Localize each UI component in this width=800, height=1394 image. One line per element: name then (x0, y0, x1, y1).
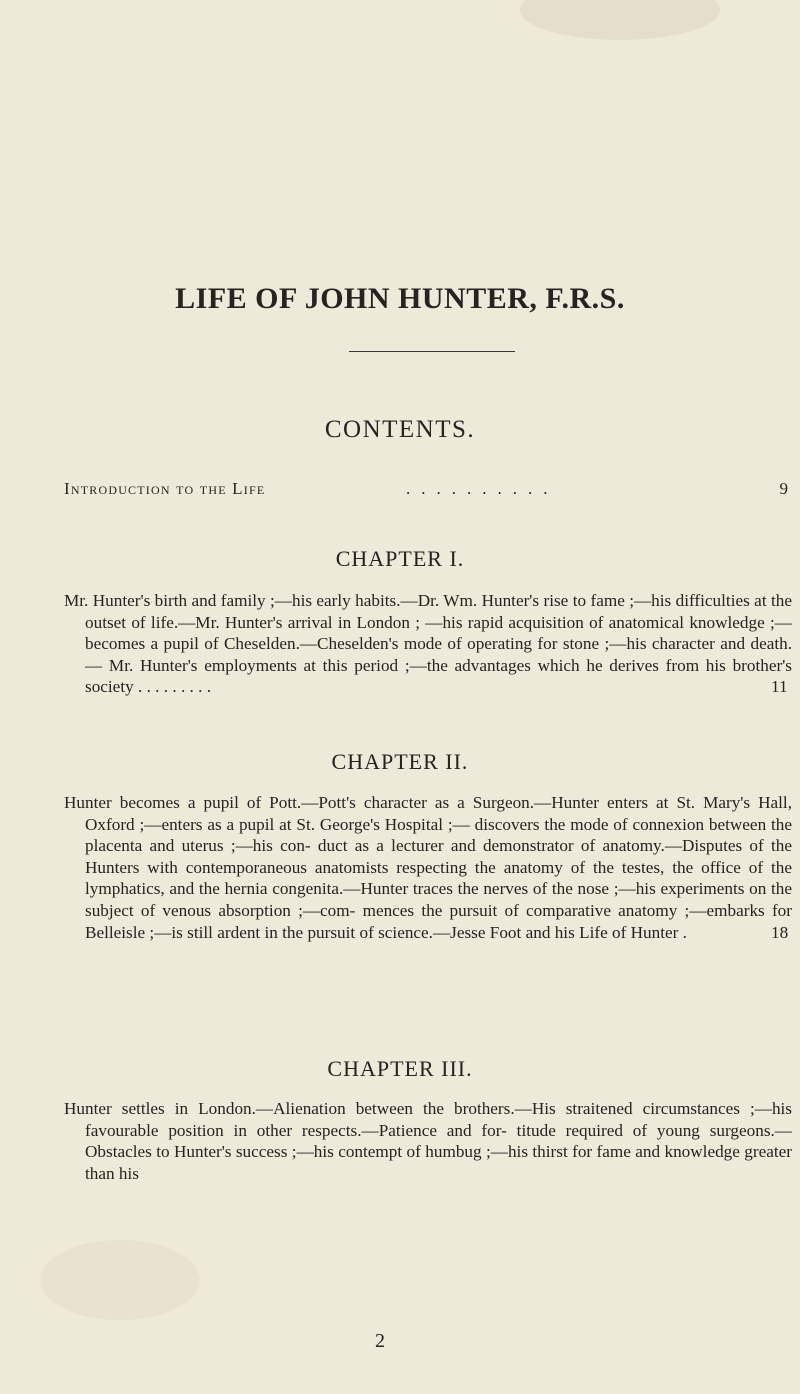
title-rule (349, 351, 515, 352)
chapter-2-summary: Hunter becomes a pupil of Pott.—Pott's character as a Surgeon.—Hunter enters at St. Mary's Hall, Oxford ;—enters as a pupil at St. George's Hospital ;— discovers the mode of connexion between the placenta and uterus ;—his con- duct as a lecturer and demonstrator of anatomy.—Disputes of the Hunters with contemporaneous anatomists respecting the anatomy of the testes, the office of the lymphatics, and the hernia congenita.—Hunter traces the nerves of the nose ;—his experiments on the subject of venous absorption ;—com- mences the pursuit of comparative anatomy ;—embarks for Belleisle ;—is still ardent in the pursuit of science.—Jesse Foot and his Life of Hunter . 18 (64, 793, 792, 942)
introduction-entry (64, 479, 792, 503)
book-title: LIFE OF JOHN HUNTER, F.R.S. (175, 282, 625, 315)
chapter-3-summary (64, 1098, 792, 1184)
signature-mark: 2 (375, 1330, 385, 1352)
chapter-3-heading: CHAPTER III. (327, 1056, 473, 1081)
chapter-1-summary-text: Mr. Hunter's birth and family ;—his early habits.—Dr. Wm. Hunter's rise to fame ;—his difficulties at the outset of life.—Mr. Hunter's arrival in London ; —his rapid acquisition of anatomical knowledge ;—becomes a pupil of Cheselden.—Cheselden's mode of operating for stone ;—his character and death.— Mr. Hunter's employments at this period ;—the advantages which he derives from his brother's society . . . . . . . . . (64, 591, 792, 697)
chapter-2-heading: CHAPTER II. (331, 749, 469, 774)
introduction-page-number: 9 (779, 479, 788, 498)
chapter-1-heading: CHAPTER I. (335, 546, 465, 571)
paper-stain (520, 0, 720, 40)
introduction-label: Introduction to the Life (64, 479, 266, 498)
chapter-3-summary-text: Hunter settles in London.—Alienation between the brothers.—His straitened circumstances ;—his favourable position in other respects.—Patience and for- titude required of young surgeons.—Obstacles to Hunter's success ;—his contempt of humbug ;—his thirst for fame and knowledge greater than his (64, 1099, 792, 1183)
chapter-1-summary: Mr. Hunter's birth and family ;—his early habits.—Dr. Wm. Hunter's rise to fame ;—his difficulties at the outset of life.—Mr. Hunter's arrival in London ; —his rapid acquisition of anatomical knowledge ;—becomes a pupil of Cheselden.—Cheselden's mode of operating for stone ;—his character and death.— Mr. Hunter's employments at this period ;—the advantages which he derives from his brother's society . . . . . . . . . 11 (64, 591, 792, 697)
leader-dots: .......... (406, 479, 559, 498)
chapter-2-summary-text: Hunter becomes a pupil of Pott.—Pott's character as a Surgeon.—Hunter enters at St. Mary's Hall, Oxford ;—enters as a pupil at St. George's Hospital ;— discovers the mode of connexion between the placenta and uterus ;—his con- duct as a lecturer and demonstrator of anatomy.—Disputes of the Hunters with contemporaneous anatomists respecting the anatomy of the testes, the office of the lymphatics, and the hernia congenita.—Hunter traces the nerves of the nose ;—his experiments on the subject of venous absorption ;—com- mences the pursuit of comparative anatomy ;—embarks for Belleisle ;—is still ardent in the pursuit of science.—Jesse Foot and his Life of Hunter . (64, 793, 792, 942)
contents-heading: CONTENTS. (324, 416, 476, 443)
paper-stain (40, 1240, 200, 1320)
